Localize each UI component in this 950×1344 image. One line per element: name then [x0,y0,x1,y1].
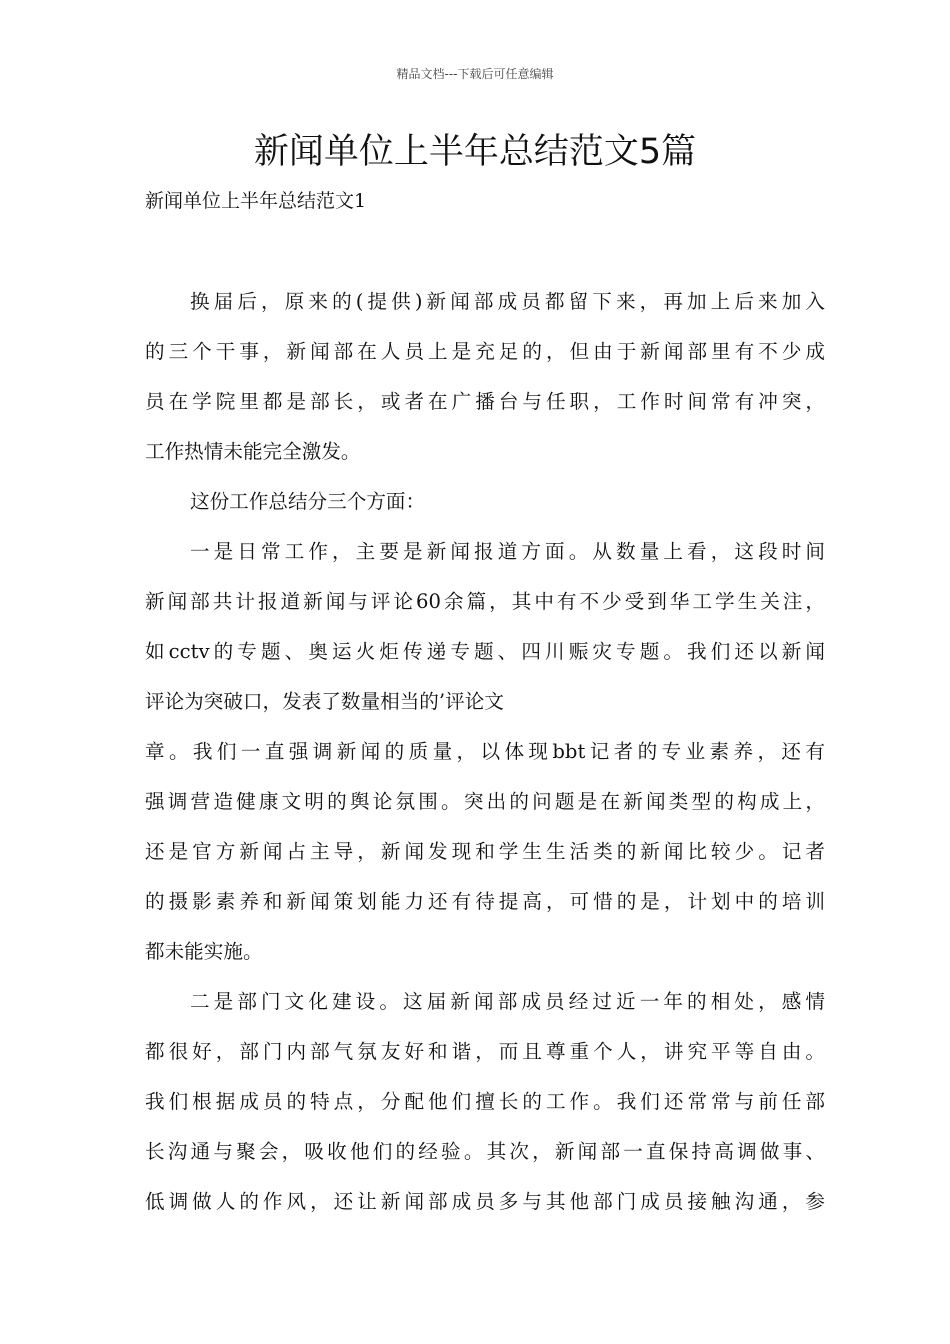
body-line: 换届后，原来的(提供)新闻部成员都留下来，再加上后来加入 [190,290,825,313]
body-line: 长沟通与聚会，吸收他们的经验。其次，新闻部一直保持高调做事、 [145,1140,825,1163]
body-line: 员在学院里都是部长，或者在广播台与任职，工作时间常有冲突， [145,390,825,413]
body-line: 强调营造健康文明的舆论氛围。突出的问题是在新闻类型的构成上， [145,790,825,813]
body-line: 二是部门文化建设。这届新闻部成员经过近一年的相处，感情 [190,990,825,1013]
body-line: 评论为突破口，发表了数量相当的’评论文 [145,690,504,713]
body-line: 的摄影素养和新闻策划能力还有待提高，可惜的是，计划中的培训 [145,890,825,913]
document-body [145,280,825,1230]
body-line: 都很好，部门内部气氛友好和谐，而且尊重个人，讲究平等自由。 [145,1040,825,1063]
body-line: 章。我们一直强调新闻的质量，以体现bbt记者的专业素养，还有 [145,740,825,763]
body-line: 低调做人的作风，还让新闻部成员多与其他部门成员接触沟通，参 [145,1190,825,1213]
body-line: 都未能实施。 [145,940,263,963]
body-line: 新闻部共计报道新闻与评论60余篇，其中有不少受到华工学生关注， [145,590,825,613]
body-line: 还是官方新闻占主导，新闻发现和学生生活类的新闻比较少。记者 [145,840,825,863]
header-note: 精品文档---下载后可任意编辑 [396,67,554,81]
body-line: 一是日常工作，主要是新闻报道方面。从数量上看，这段时间 [190,540,825,563]
body-line: 这份工作总结分三个方面： [190,490,426,513]
body-line: 我们根据成员的特点，分配他们擅长的工作。我们还常常与前任部 [145,1090,825,1113]
document-subtitle: 新闻单位上半年总结范文1 [145,190,367,212]
document-title: 新闻单位上半年总结范文5篇 [253,132,697,172]
body-line: 工作热情未能完全激发。 [145,440,361,463]
body-line: 的三个干事，新闻部在人员上是充足的，但由于新闻部里有不少成 [145,340,825,363]
body-line: 如cctv的专题、奥运火炬传递专题、四川赈灾专题。我们还以新闻 [145,640,825,663]
